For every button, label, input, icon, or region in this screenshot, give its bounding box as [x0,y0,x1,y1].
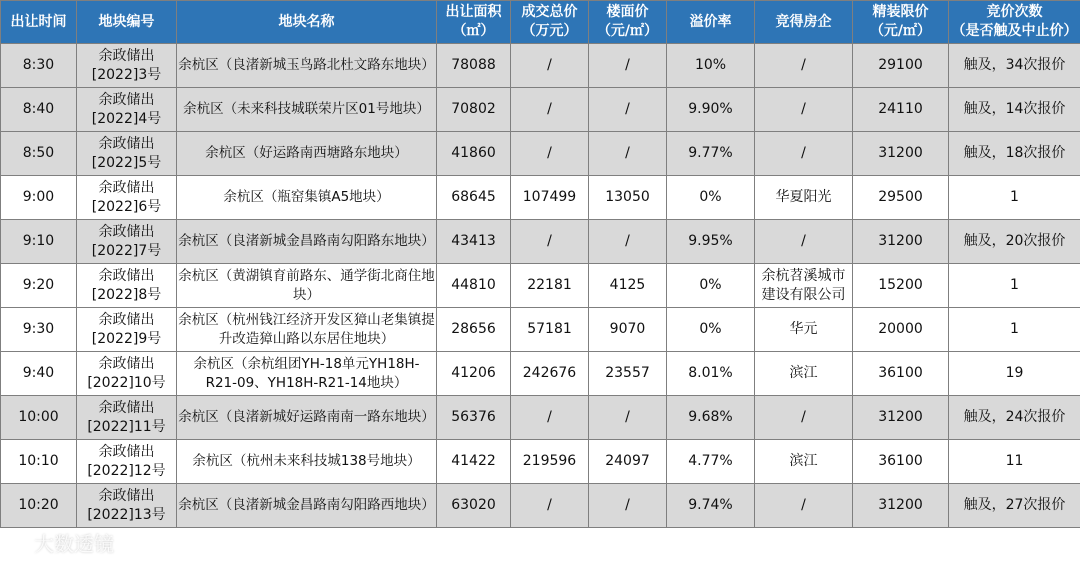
cell-cap: 31200 [853,484,949,528]
header-bids: 竞价次数 （是否触及中止价） [949,1,1080,44]
cell-total: / [511,484,589,528]
cell-name: 余杭区（良渚新城好运路南南一路东地块） [177,396,437,440]
cell-time: 8:30 [1,44,77,88]
cell-name: 余杭区（良渚新城玉鸟路北杜文路东地块） [177,44,437,88]
cell-bids: 11 [949,440,1080,484]
cell-area: 41860 [437,132,511,176]
cell-area: 63020 [437,484,511,528]
cell-premium: 9.90% [667,88,755,132]
header-area: 出让面积 （㎡） [437,1,511,44]
cell-cap: 15200 [853,264,949,308]
cell-premium: 0% [667,264,755,308]
cell-code: 余政储出[2022]13号 [77,484,177,528]
cell-premium: 8.01% [667,352,755,396]
cell-winner: 滨江 [755,352,853,396]
cell-area: 68645 [437,176,511,220]
table-row [1,440,1080,484]
header-cap: 精装限价 （元/㎡） [853,1,949,44]
cell-time: 8:50 [1,132,77,176]
cell-area: 78088 [437,44,511,88]
cell-time: 9:40 [1,352,77,396]
cell-code: 余政储出[2022]3号 [77,44,177,88]
cell-premium: 9.74% [667,484,755,528]
cell-bids: 触及，27次报价 [949,484,1080,528]
cell-total: 22181 [511,264,589,308]
cell-winner: / [755,484,853,528]
cell-premium: 0% [667,176,755,220]
cell-total: 107499 [511,176,589,220]
cell-winner: 华夏阳光 [755,176,853,220]
cell-code: 余政储出[2022]4号 [77,88,177,132]
cell-winner: / [755,396,853,440]
cell-time: 8:40 [1,88,77,132]
cell-code: 余政储出[2022]10号 [77,352,177,396]
cell-total: / [511,44,589,88]
cell-floor-price: 23557 [589,352,667,396]
cell-premium: 4.77% [667,440,755,484]
cell-code: 余政储出[2022]9号 [77,308,177,352]
cell-total: / [511,396,589,440]
watermark [6,528,114,557]
cell-floor-price: 9070 [589,308,667,352]
cell-premium: 9.68% [667,396,755,440]
cell-area: 28656 [437,308,511,352]
cell-floor-price: / [589,88,667,132]
cell-floor-price: 24097 [589,440,667,484]
cell-bids: 1 [949,264,1080,308]
cell-name: 余杭区（黄湖镇育前路东、通学街北商住地块） [177,264,437,308]
cell-cap: 20000 [853,308,949,352]
cell-floor-price: / [589,220,667,264]
cell-total: 57181 [511,308,589,352]
header-premium: 溢价率 [667,1,755,44]
cell-cap: 36100 [853,440,949,484]
cell-time: 10:20 [1,484,77,528]
cell-bids: 触及，24次报价 [949,396,1080,440]
cell-area: 70802 [437,88,511,132]
cell-total: 219596 [511,440,589,484]
header-total: 成交总价 （万元） [511,1,589,44]
cell-floor-price: / [589,484,667,528]
cell-code: 余政储出[2022]5号 [77,132,177,176]
cell-total: / [511,132,589,176]
header-name: 地块名称 [177,1,437,44]
cell-time: 9:20 [1,264,77,308]
cell-premium: 0% [667,308,755,352]
cell-cap: 29100 [853,44,949,88]
header-floor: 楼面价 （元/㎡） [589,1,667,44]
cell-premium: 9.77% [667,132,755,176]
cell-area: 56376 [437,396,511,440]
table-row [1,88,1080,132]
cell-name: 余杭区（未来科技城联荣片区01号地块） [177,88,437,132]
cell-code: 余政储出[2022]6号 [77,176,177,220]
cell-name: 余杭区（良渚新城金昌路南勾阳路西地块） [177,484,437,528]
header-row [1,1,1080,44]
table-row [1,220,1080,264]
cell-total: 242676 [511,352,589,396]
cell-code: 余政储出[2022]12号 [77,440,177,484]
cell-name: 余杭区（杭州钱江经济开发区獐山老集镇提升改造獐山路以东居住地块） [177,308,437,352]
table-row [1,352,1080,396]
cell-name: 余杭区（杭州未来科技城138号地块） [177,440,437,484]
cell-cap: 31200 [853,220,949,264]
cell-cap: 29500 [853,176,949,220]
cell-code: 余政储出[2022]7号 [77,220,177,264]
cell-bids: 触及，20次报价 [949,220,1080,264]
cell-winner: 余杭苕溪城市建设有限公司 [755,264,853,308]
cell-time: 9:30 [1,308,77,352]
cell-winner: / [755,220,853,264]
cell-floor-price: / [589,132,667,176]
cell-time: 10:00 [1,396,77,440]
table-row [1,308,1080,352]
cell-cap: 31200 [853,396,949,440]
cell-floor-price: / [589,44,667,88]
cell-floor-price: 13050 [589,176,667,220]
table-row [1,264,1080,308]
cell-total: / [511,88,589,132]
table-row [1,132,1080,176]
table-row [1,176,1080,220]
cell-premium: 9.95% [667,220,755,264]
cell-winner: 华元 [755,308,853,352]
cell-time: 9:00 [1,176,77,220]
cell-cap: 24110 [853,88,949,132]
cell-area: 41422 [437,440,511,484]
cell-bids: 1 [949,308,1080,352]
cell-name: 余杭区（良渚新城金昌路南勾阳路东地块） [177,220,437,264]
header-winner: 竞得房企 [755,1,853,44]
cell-area: 41206 [437,352,511,396]
cell-bids: 1 [949,176,1080,220]
cell-name: 余杭区（余杭组团YH-18单元YH18H-R21-09、YH18H-R21-14地块） [177,352,437,396]
cell-area: 43413 [437,220,511,264]
table-row [1,44,1080,88]
cell-time: 9:10 [1,220,77,264]
cell-winner: 滨江 [755,440,853,484]
header-time: 出让时间 [1,1,77,44]
cell-bids: 19 [949,352,1080,396]
cell-code: 余政储出[2022]8号 [77,264,177,308]
cell-bids: 触及，14次报价 [949,88,1080,132]
cell-bids: 触及，34次报价 [949,44,1080,88]
cell-name: 余杭区（好运路南西塘路东地块） [177,132,437,176]
table-row [1,396,1080,440]
cell-floor-price: / [589,396,667,440]
cell-premium: 10% [667,44,755,88]
cell-cap: 36100 [853,352,949,396]
watermark-logo-icon [6,532,28,554]
table-row [1,484,1080,528]
header-code: 地块编号 [77,1,177,44]
cell-name: 余杭区（瓶窑集镇A5地块） [177,176,437,220]
cell-floor-price: 4125 [589,264,667,308]
cell-winner: / [755,132,853,176]
cell-winner: / [755,88,853,132]
watermark-text: 大数透镜 [34,532,114,556]
cell-code: 余政储出[2022]11号 [77,396,177,440]
cell-total: / [511,220,589,264]
cell-area: 44810 [437,264,511,308]
cell-cap: 31200 [853,132,949,176]
cell-time: 10:10 [1,440,77,484]
cell-winner: / [755,44,853,88]
cell-bids: 触及，18次报价 [949,132,1080,176]
